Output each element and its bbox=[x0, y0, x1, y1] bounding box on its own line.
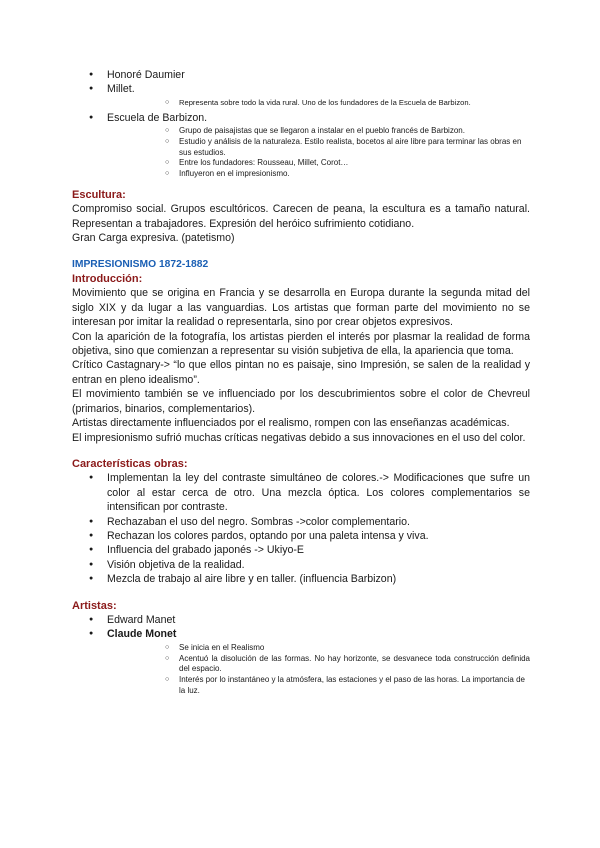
intro-paragraph: Movimiento que se origina en Francia y se desarrolla en Europa durante la segunda mitad del siglo XIX y da lugar a las vanguardias. Los artistas que forman parte del movimiento no se interesan por imitar la realidad o representarla, sino por crear objetos expresivos. bbox=[72, 287, 530, 329]
escultura-text: Compromiso social. Grupos escultóricos. Carecen de peana, la escultura es a tamaño natural. Representan a trabajadores. Expresión del heróico sufrimiento cotidiano. bbox=[72, 203, 530, 230]
sub-list-item: ○ Interés por lo instantáneo y la atmósfera, las estaciones y el paso de las horas. La importancia de la luz. bbox=[107, 675, 530, 697]
sub-list-item: ○ Entre los fundadores: Rousseau, Millet, Corot… bbox=[107, 158, 530, 169]
list-item: ● Rechazaban el uso del negro. Sombras ->color complementario. bbox=[72, 515, 530, 529]
escultura-heading: Escultura: bbox=[72, 189, 126, 201]
sub-list-item: ○ Se inicia en el Realismo bbox=[107, 643, 530, 654]
intro-heading: Introducción: bbox=[72, 273, 143, 286]
list-item: ● Millet. ○ Representa sobre todo la vida rural. Uno de los fundadores de la Escuela de Barbizon. bbox=[72, 82, 530, 108]
artistas-list bbox=[72, 613, 530, 697]
sub-list bbox=[107, 98, 530, 109]
sub-list-item: ○ Acentuó la disolución de las formas. No hay horizonte, se desvanece toda construcción definida del espacio. bbox=[107, 654, 530, 676]
top-list bbox=[72, 68, 530, 180]
intro-paragraph: El impresionismo sufrió muchas críticas negativas debido a sus innovaciones en el uso del color. bbox=[72, 431, 526, 444]
list-item: ● Influencia del grabado japonés -> Ukiyo-E bbox=[72, 543, 530, 557]
list-item: ● Claude Monet ○ Se inicia en el Realismo ○ Acentuó la disolución de las formas. No hay horizonte, se desvanece toda construcción definida del espacio. ○ Interés por lo instantáneo y la atmósfera, las estaciones y el paso de las horas. La importancia de la luz. bbox=[72, 627, 530, 696]
list-item: ● Visión objetiva de la realidad. bbox=[72, 558, 530, 572]
list-item: ● Rechazan los colores pardos, optando por una paleta intensa y viva. bbox=[72, 529, 530, 543]
escultura-text-2: Gran Carga expresiva. (patetismo) bbox=[72, 232, 235, 245]
artistas-heading: Artistas: bbox=[72, 599, 117, 612]
caracteristicas-heading: Características obras: bbox=[72, 457, 188, 470]
list-item: ● Honoré Daumier bbox=[72, 68, 530, 82]
caracteristicas-list bbox=[72, 471, 530, 586]
sub-list-item: ○ Representa sobre todo la vida rural. Uno de los fundadores de la Escuela de Barbizon. bbox=[107, 98, 530, 109]
intro-paragraph: Crítico Castagnary-> “lo que ellos pintan no es paisaje, sino Impresión, se salen de la realidad y entran en pleno idealismo”. bbox=[72, 359, 530, 386]
sub-list-item: ○ Influyeron en el impresionismo. bbox=[107, 169, 530, 180]
sub-list-item: ○ Grupo de paisajistas que se llegaron a instalar en el pueblo francés de Barbizon. bbox=[107, 126, 530, 137]
sub-list bbox=[107, 126, 530, 180]
intro-paragraph: El movimiento también se ve influenciado por los descubrimientos sobre el color de Chevreul (primarios, binarios, complementarios). bbox=[72, 388, 530, 415]
list-item: ● Implementan la ley del contraste simultáneo de colores.-> Modificaciones que sufre un color al estar cerca de otro. Una mezcla óptica. Los colores complementarios se intensifican por contraste. bbox=[72, 471, 530, 514]
list-item: ● Mezcla de trabajo al aire libre y en taller. (influencia Barbizon) bbox=[72, 572, 530, 586]
intro-paragraph: Artistas directamente influenciados por el realismo, rompen con las enseñanzas académicas. bbox=[72, 417, 510, 430]
sub-list-item: ○ Estudio y análisis de la naturaleza. Estilo realista, bocetos al aire libre para terminar las obras en sus estudios. bbox=[107, 137, 530, 159]
list-item: ● Edward Manet bbox=[72, 613, 530, 627]
list-item: ● Escuela de Barbizon. ○ Grupo de paisajistas que se llegaron a instalar en el pueblo francés de Barbizon. ○ Estudio y análisis de la naturaleza. Estilo realista, bocetos al aire libre para terminar las obras en sus estudios. ○ Entre los fundadores: Rousseau, Millet, Corot… ○ Influyeron en el impresionismo. bbox=[72, 111, 530, 180]
intro-paragraph: Con la aparición de la fotografía, los artistas pierden el interés por plasmar la realidad de forma objetiva, sino que comienzan a representar su visión subjetiva de ella, la apariencia que toma. bbox=[72, 330, 530, 358]
sub-list bbox=[107, 643, 530, 697]
section-title: IMPRESIONISMO 1872-1882 bbox=[72, 258, 209, 270]
